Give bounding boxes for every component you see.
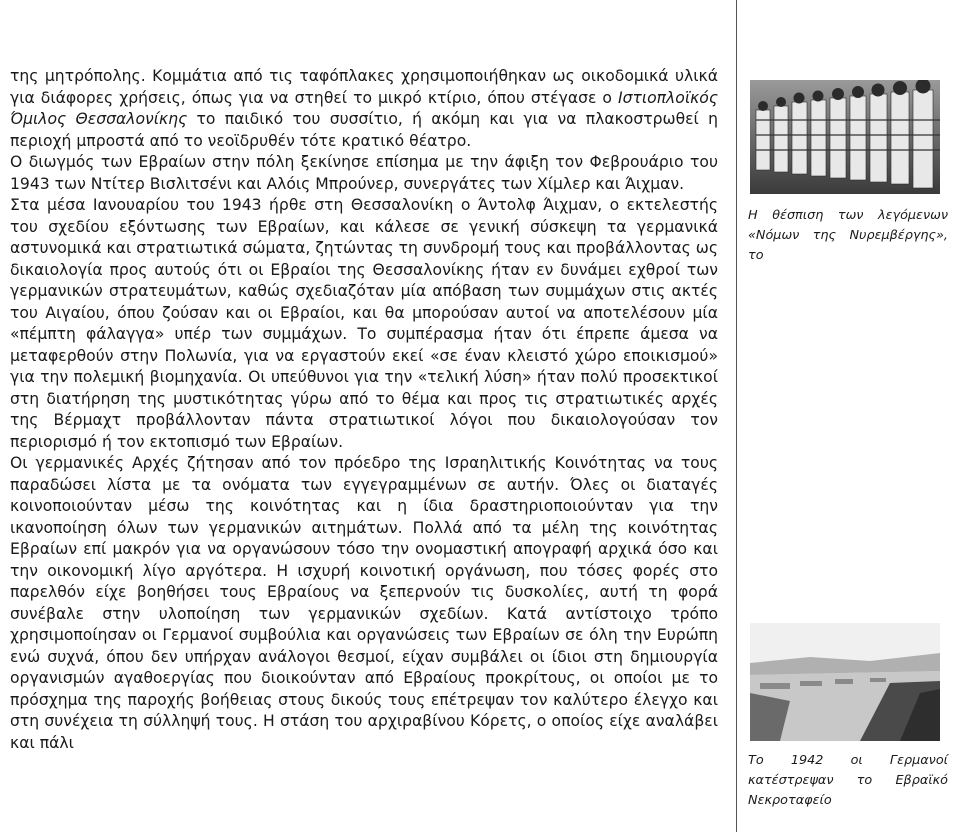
main-text-column bbox=[10, 66, 718, 754]
cemetery-photo-image bbox=[750, 623, 940, 741]
caption-cemetery: Το 1942 οι Γερμανοί κατέστρεψαν το Εβραϊκό Νεκροταφείο bbox=[748, 753, 948, 808]
paragraph-2: Ο διωγμός των Εβραίων στην πόλη ξεκίνησε επίσημα με την άφιξη τον Φεβρουάριο του 1943 των Ντίτερ Βισλιτσένι και Αλόις Μπρούνερ, συνεργάτες των Χίμλερ και Άιχμαν. bbox=[10, 153, 718, 193]
cemetery-photo bbox=[750, 623, 940, 741]
paragraph-1-start: της μητρόπολης. Κομμάτια από τις ταφόπλακες χρησιμοποιήθηκαν ως οικοδομικά υλικά για διάφορες χρήσεις, όπως για να στηθεί το μικρό κτίριο, όπου στέγασε ο bbox=[10, 67, 718, 107]
paragraph-1-end: το παιδικό του συσσίτιο, ή ακόμη και για να πλακοστρωθεί η περιοχή μπροστά από το νεοϊδρυθέν τότε κρατικό θέατρο. bbox=[10, 110, 718, 150]
caption-nuremberg-laws: Η θέσπιση των λεγόμενων «Νόμων της Νυρεμβέργης», το bbox=[748, 208, 948, 263]
sailing-club-name: Ιστιοπλοϊκός Όμιλος Θεσσαλονίκης bbox=[10, 88, 718, 128]
paragraph-4: Οι γερμανικές Αρχές ζήτησαν από τον πρόεδρο της Ισραηλιτικής Κοινότητας να τους παραδώσει λίστα με τα ονόματα των εγγεγραμμένων σε αυτήν. Όλες οι διαταγές κοινοποιούνταν μέσω της κοινότητας και η ίδια δραστηριοποιούνταν για την ικανοποίηση όλων των γερμανικών αιτημάτων. Πολλά από τα μέλη της κοινότητας Εβραίων επί μακρόν για να οργανώσουν τόσο την ονομαστική απογραφή αρχικά όσο και την οικονομική λίγο αργότερα. Η ισχυρή κοινοτική οργάνωση, που τόσες φορές στο παρελθόν είχε βοηθήσει τους Εβραίους να ξεπερνούν τις δυσκολίες, αυτή τη φορά συνέβαλε στην υλοποίηση των γερμανικών σχεδίων. Κατά αντίστοιχο τρόπο χρησιμοποίησαν οι Γερμανοί συμβούλια και οργανώσεις των Εβραίων σε όλη την Ευρώπη ενώ συχνά, όπου δεν υπήρχαν ανάλογοι θεσμοί, είχαν συμβάλει οι ίδιοι στη δημιουργία οργανισμών αγαθοεργίας που διοικούνταν από Εβραίους προκρίτους, οι οποίοι με το πρόσχημα της παροχής βοήθειας στους δικούς τους επέτρεψαν τον καλύτερο έλεγχο και στη συνέχεια τη σύλληψή τους. Η στάση του αρχιραβίνου Κόρετς, ο οποίος είχε αναλάβει και πάλι bbox=[10, 454, 718, 752]
column-divider bbox=[736, 0, 737, 832]
prisoners-photo bbox=[750, 80, 940, 194]
paragraph-1 bbox=[10, 66, 718, 152]
prisoners-photo-image bbox=[750, 80, 940, 194]
paragraph-3: Στα μέσα Ιανουαρίου του 1943 ήρθε στη Θεσσαλονίκη ο Άντολφ Άιχμαν, ο εκτελεστής του σχεδίου εξόντωσης των Εβραίων, και κάλεσε σε γενική σύσκεψη τα γερμανικά αστυνομικά και στρατιωτικά σώματα, ζητώντας τη συνδρομή τους και προβάλλοντας ως δικαιολογία προς αυτούς ότι οι Εβραίοι της Θεσσαλονίκης ήταν εν δυνάμει εχθροί των γερμανικών στρατευμάτων, καθώς σχεδιαζόταν μία απόβαση των συμμάχων στις ακτές του Αιγαίου, όπου ζούσαν και οι Εβραίοι, και θα μπορούσαν αυτοί να αποτελέσουν μία «πέμπτη φάλαγγα» υπέρ των συμμάχων. Το συμπέρασμα ήταν ότι έπρεπε άμεσα να μεταφερθούν στην Πολωνία, για να εργαστούν εκεί «σε έναν κλειστό χώρο εποικισμού» για την πολεμική βιομηχανία. Οι υπεύθυνοι για την «τελική λύση» ήταν πολύ προσεκτικοί στη διατήρηση της μυστικότητας γύρω από το θέμα και προς τις στρατιωτικές αρχές της Βέρμαχτ προβάλλονταν πάντα στρατιωτικοί λόγοι που δικαιολογούσαν τον περιορισμό ή τον εκτοπισμό των Εβραίων. bbox=[10, 196, 718, 451]
